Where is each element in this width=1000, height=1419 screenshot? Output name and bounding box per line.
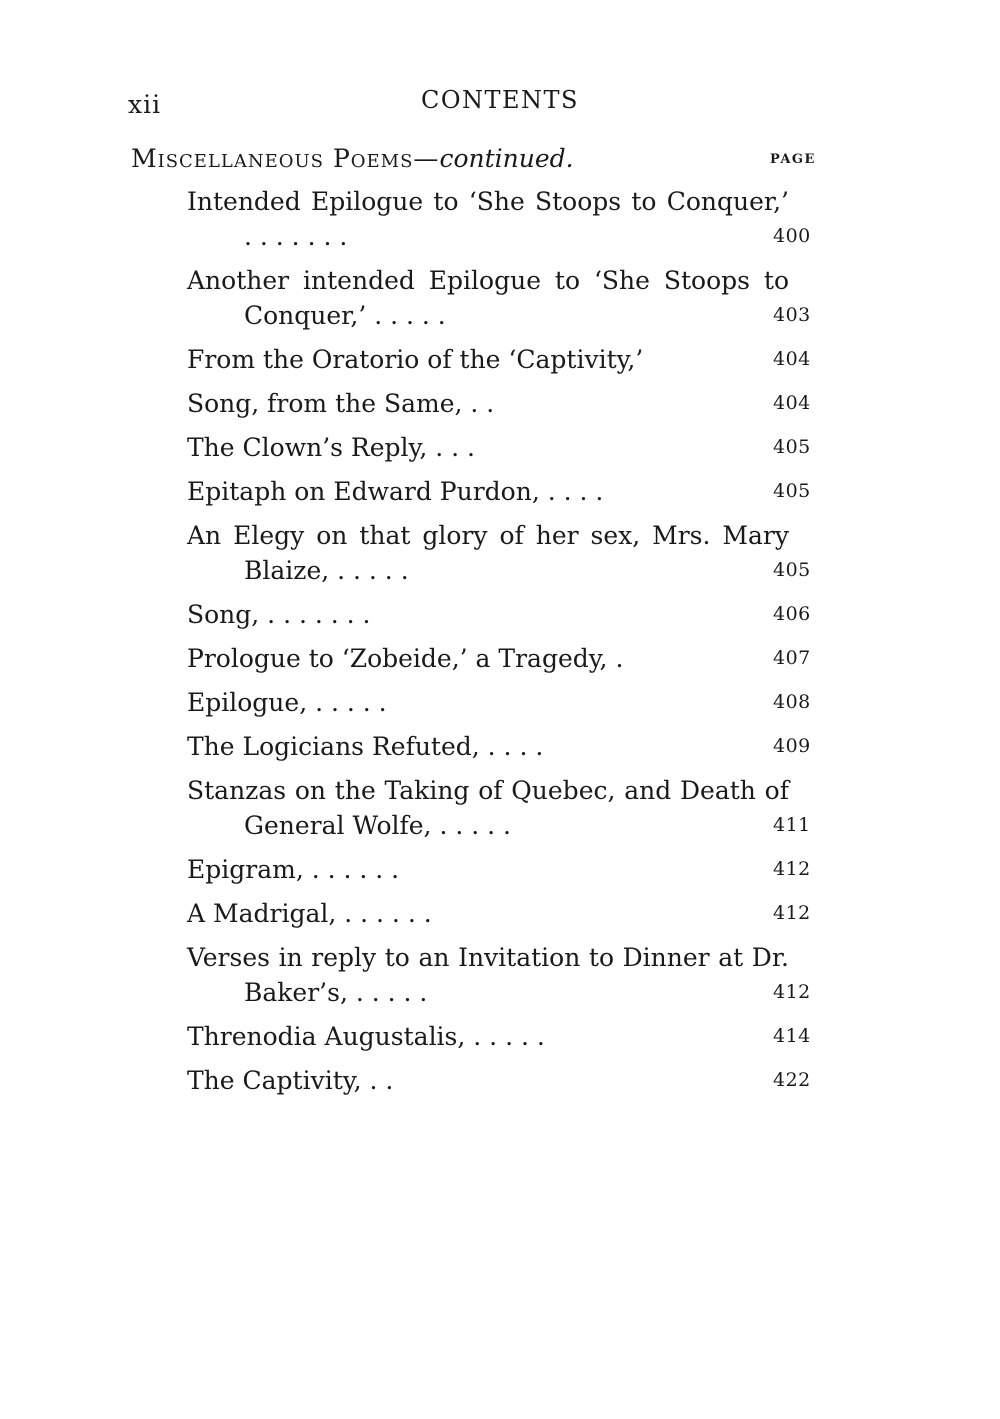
contents-entry[interactable]	[187, 641, 827, 676]
entry-page-number: 412	[773, 981, 811, 1003]
contents-entry[interactable]	[187, 1019, 827, 1054]
entry-page-number: 405	[773, 436, 811, 458]
contents-entry[interactable]	[187, 184, 827, 254]
page-number: xii	[128, 90, 162, 119]
entry-title: Stanzas on the Taking of Quebec, and Death of General Wolfe, . . . . .	[187, 776, 789, 840]
entry-page-number: 412	[773, 902, 811, 924]
entry-title: Intended Epilogue to ‘She Stoops to Conquer,’ . . . . . . .	[187, 187, 789, 251]
entry-title: A Madrigal, . . . . . .	[187, 899, 432, 928]
entry-title: The Captivity, . .	[187, 1066, 394, 1095]
contents-entry[interactable]	[187, 1063, 827, 1098]
entry-title: Epigram, . . . . . .	[187, 855, 400, 884]
contents-entry[interactable]	[187, 896, 827, 931]
section-continued: continued.	[439, 144, 574, 173]
contents-entry[interactable]	[187, 386, 827, 421]
section-heading	[131, 144, 574, 173]
entry-title: Threnodia Augustalis, . . . . .	[187, 1022, 545, 1051]
contents-entry[interactable]	[187, 852, 827, 887]
entry-title: An Elegy on that glory of her sex, Mrs. Mary Blaize, . . . . .	[187, 521, 789, 585]
section-title: Miscellaneous Poems—	[131, 144, 440, 173]
entry-page-number: 406	[773, 603, 811, 625]
contents-entry[interactable]	[187, 597, 827, 632]
page-column-label: PAGE	[770, 152, 816, 167]
contents-entry[interactable]	[187, 430, 827, 465]
contents-entry[interactable]	[187, 518, 827, 588]
contents-list	[187, 184, 827, 1107]
entry-title: Prologue to ‘Zobeide,’ a Tragedy, .	[187, 644, 624, 673]
entry-title: From the Oratorio of the ‘Captivity,’	[187, 345, 644, 374]
contents-entry[interactable]	[187, 685, 827, 720]
entry-page-number: 411	[773, 814, 811, 836]
entry-page-number: 409	[773, 735, 811, 757]
entry-title: Epitaph on Edward Purdon, . . . .	[187, 477, 604, 506]
entry-title: Another intended Epilogue to ‘She Stoops to Conquer,’ . . . . .	[187, 266, 789, 330]
contents-entry[interactable]	[187, 773, 827, 843]
entry-page-number: 404	[773, 348, 811, 370]
entry-page-number: 405	[773, 559, 811, 581]
contents-entry[interactable]	[187, 474, 827, 509]
entry-title: The Clown’s Reply, . . .	[187, 433, 475, 462]
entry-page-number: 414	[773, 1025, 811, 1047]
contents-entry[interactable]	[187, 263, 827, 333]
entry-page-number: 412	[773, 858, 811, 880]
entry-page-number: 403	[773, 304, 811, 326]
entry-page-number: 400	[773, 225, 811, 247]
contents-entry[interactable]	[187, 729, 827, 764]
entry-title: Song, from the Same, . .	[187, 389, 495, 418]
running-head: CONTENTS	[420, 86, 579, 114]
entry-title: Epilogue, . . . . .	[187, 688, 387, 717]
entry-title: The Logicians Refuted, . . . .	[187, 732, 544, 761]
entry-page-number: 407	[773, 647, 811, 669]
entry-page-number: 422	[773, 1069, 811, 1091]
contents-entry[interactable]	[187, 342, 827, 377]
entry-title: Song, . . . . . . .	[187, 600, 371, 629]
entry-page-number: 405	[773, 480, 811, 502]
contents-entry[interactable]	[187, 940, 827, 1010]
entry-title: Verses in reply to an Invitation to Dinner at Dr. Baker’s, . . . . .	[187, 943, 789, 1007]
entry-page-number: 404	[773, 392, 811, 414]
entry-page-number: 408	[773, 691, 811, 713]
